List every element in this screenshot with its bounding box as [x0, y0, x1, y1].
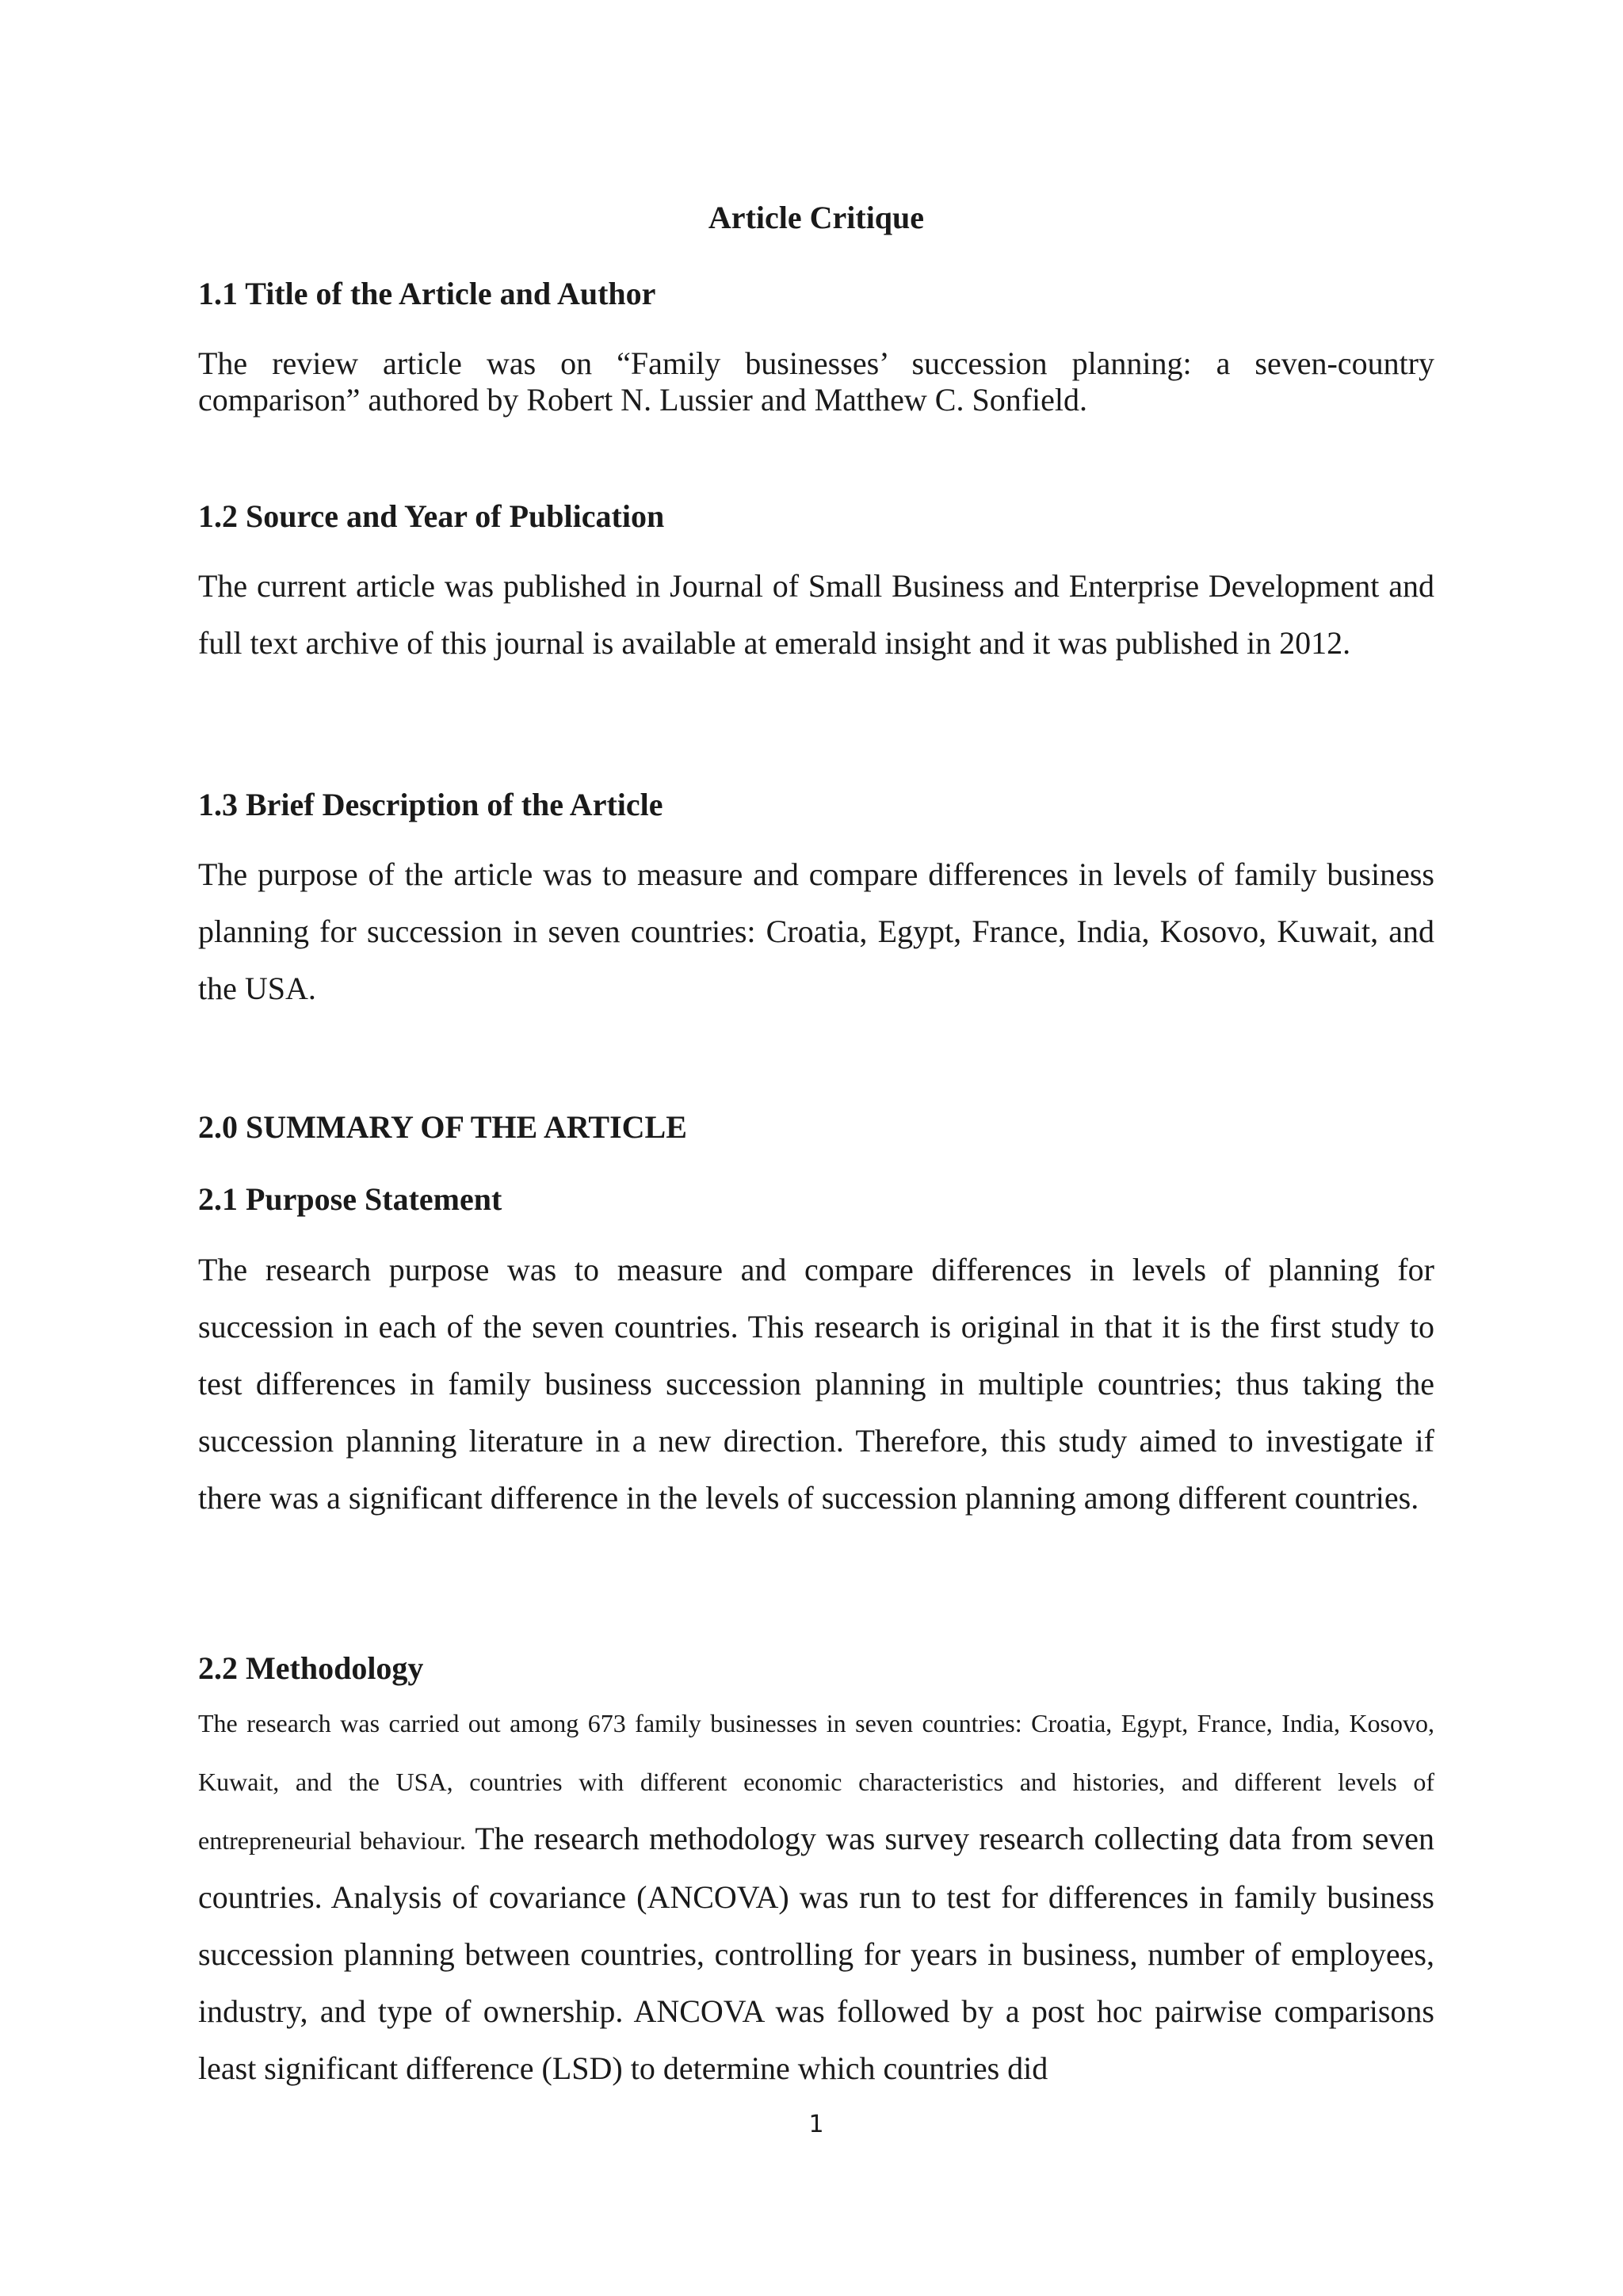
section-heading-methodology: 2.2 Methodology [198, 1650, 424, 1686]
section-heading-summary: 2.0 SUMMARY OF THE ARTICLE [198, 1109, 687, 1145]
section-heading-source-year: 1.2 Source and Year of Publication [198, 498, 665, 534]
methodology-regular-text: The research methodology was survey research collecting data from seven countries. Analysis of covariance (ANCOVA) was run to test for differences in family business succession planning between countries, controlling for years in business, number of employees, industry, and type of ownership. ANCOVA was followed by a post hoc pairwise comparisons least significant difference (LSD) to determine which countries did [198, 1821, 1435, 2086]
section-heading-title-author: 1.1 Title of the Article and Author [198, 276, 656, 311]
section-heading-purpose-statement: 2.1 Purpose Statement [198, 1181, 502, 1217]
section-body-purpose-statement: The research purpose was to measure and compare differences in levels of planning for succession in each of the seven countries. This research is original in that it is the first study to test differences in family business succession planning in multiple countries; thus taking the succession planning literature in a new direction. Therefore, this study aimed to investigate if there was a significant difference in the levels of succession planning among different countries. [198, 1252, 1434, 1516]
section-body-methodology [198, 1693, 1434, 2097]
methodology-small-text: The research was carried out among 673 family businesses in seven countries: Croatia, Egypt, France, India, Kosovo, Kuwait, and the USA, countries with different economic characteristics and histories, and different levels of entrepreneurial behaviour. [198, 1709, 1434, 1855]
section-heading-brief-description: 1.3 Brief Description of the Article [198, 787, 663, 822]
section-body-source-year: The current article was published in Journal of Small Business and Enterprise Development and full text archive of this journal is available at emerald insight and it was published in 2012. [198, 568, 1434, 661]
document-title: Article Critique [708, 200, 925, 235]
section-body-brief-description: The purpose of the article was to measure and compare differences in levels of family business planning for succession in seven countries: Croatia, Egypt, France, India, Kosovo, Kuwait, and the USA. [198, 856, 1434, 1006]
section-body-title-author: The review article was on “Family businesses’ succession planning: a seven-country comparison” authored by Robert N. Lussier and Matthew C. Sonfield. [198, 345, 1434, 418]
document-page [198, 0, 1434, 2296]
page-number: 1 [808, 2111, 824, 2138]
